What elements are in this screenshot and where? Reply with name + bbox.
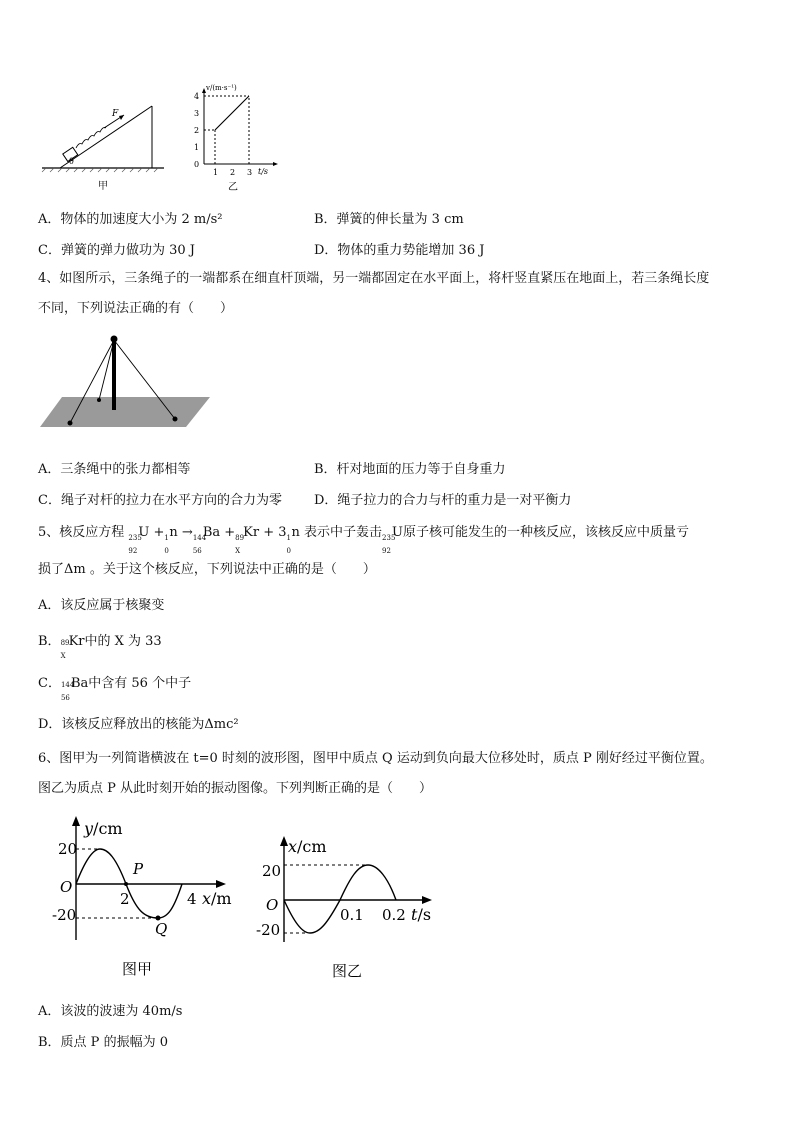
svg-text:y/cm: y/cm xyxy=(84,819,123,838)
q6-figure-yi xyxy=(256,832,446,984)
q5-stem-line2: 损了Δm 。关于这个核反应，下列说法中正确的是（ ） xyxy=(38,562,376,577)
xaxis-label: t/s xyxy=(258,167,269,176)
q5-stem-part2: 表示中子轰击 xyxy=(304,525,383,540)
svg-text:4: 4 xyxy=(187,890,197,908)
ytick-2: 2 xyxy=(194,126,200,135)
xtick-1: 1 xyxy=(213,168,219,177)
q6-fig-yi-label: 图乙 xyxy=(332,962,363,980)
svg-text:0.2: 0.2 xyxy=(382,906,406,924)
svg-text:-20: -20 xyxy=(52,906,77,924)
q6-option-b: B．质点 P 的振幅为 0 xyxy=(38,1035,168,1050)
q4-figure xyxy=(38,332,214,432)
svg-text:20: 20 xyxy=(262,862,282,880)
q5-stem-part3: 原子核可能发生的一种核反应，该核反应中质量亏 xyxy=(403,525,690,540)
q4-option-a: A．三条绳中的张力都相等 xyxy=(38,462,191,477)
q3-option-b: B．弹簧的伸长量为 3 cm xyxy=(314,212,464,227)
svg-text:0.1: 0.1 xyxy=(340,906,364,924)
svg-text:-20: -20 xyxy=(256,921,281,939)
svg-text:x/m: x/m xyxy=(202,889,232,908)
ytick-0: 0 xyxy=(194,160,200,169)
q4-option-d: D．绳子拉力的合力与杆的重力是一对平衡力 xyxy=(314,493,572,508)
q4-option-c: C．绳子对杆的拉力在水平方向的合力为零 xyxy=(38,493,282,508)
q6-fig-jia-label: 图甲 xyxy=(122,960,153,978)
q5-option-b-text: 中的 X 为 33 xyxy=(84,634,162,649)
svg-text:O: O xyxy=(266,896,279,914)
fig-jia-label: 甲 xyxy=(98,181,108,192)
svg-text:2: 2 xyxy=(120,890,130,908)
svg-text:t/s: t/s xyxy=(411,905,432,924)
angle-label: θ xyxy=(69,157,74,166)
svg-text:20: 20 xyxy=(58,840,78,858)
q5-option-d: D．该核反应释放出的核能为Δmc² xyxy=(38,717,239,732)
q4-stem-line1: 4、如图所示，三条绳子的一端都系在细直杆顶端，另一端都固定在水平面上，将杆竖直紧压在地面上，若三条绳长度 xyxy=(38,271,710,286)
ytick-4: 4 xyxy=(194,92,200,101)
q6-stem-line1: 6、图甲为一列简谐横波在 t=0 时刻的波形图，图甲中质点 Q 运动到负向最大位移处时，质点 P 刚好经过平衡位置。 xyxy=(38,751,713,766)
xtick-3: 3 xyxy=(247,168,253,177)
fig-yi-label: 乙 xyxy=(228,182,238,193)
q5-option-b: B． 89 X Kr中的 X 为 33 xyxy=(38,634,162,660)
svg-text:Q: Q xyxy=(155,920,168,938)
q5-stem-part1: 5、核反应方程 xyxy=(38,525,125,540)
q5-option-c: C． 144 56 Ba中含有 56 个中子 xyxy=(38,676,192,702)
ytick-3: 3 xyxy=(194,109,200,118)
svg-text:P: P xyxy=(133,860,144,878)
ytick-1: 1 xyxy=(194,143,200,152)
q5-option-c-letter: C． xyxy=(38,676,61,691)
yaxis-label: v/(m·s⁻¹) xyxy=(206,84,237,92)
force-label: F xyxy=(112,109,119,119)
xtick-2: 2 xyxy=(230,168,236,177)
q4-stem-line2: 不同，下列说法正确的有（ ） xyxy=(38,301,234,316)
q5-equation: 235 92 U + 1 0 n → 144 56 Ba + 89 X Kr + 3 1 0 n xyxy=(128,525,305,555)
q5-option-a: A．该反应属于核聚变 xyxy=(38,598,165,613)
q3-option-a: A．物体的加速度大小为 2 m/s² xyxy=(38,212,223,227)
svg-text:x/cm: x/cm xyxy=(288,837,327,856)
q6-figure-jia xyxy=(50,812,250,984)
q3-option-c: C．弹簧的弹力做功为 30 J xyxy=(38,243,195,258)
q3-figure-jia xyxy=(40,98,170,193)
q5-stem-line1: 5、核反应方程 235 92 U + 1 0 n → 144 56 Ba + 89 X Kr + 3 1 0 n 表示中子轰击 235 92 U原子核可能发生的一种核反应，该核反应中质量亏 xyxy=(38,525,690,555)
q3-option-d: D．物体的重力势能增加 36 J xyxy=(314,243,485,258)
q4-option-b: B．杆对地面的压力等于自身重力 xyxy=(314,462,506,477)
q6-stem-line2: 图乙为质点 P 从此时刻开始的振动图像。下列判断正确的是（ ） xyxy=(38,781,433,796)
q6-option-a: A．该波的波速为 40m/s xyxy=(38,1004,183,1019)
q5-option-b-letter: B． xyxy=(38,634,61,649)
svg-text:O: O xyxy=(60,878,73,896)
q5-option-c-text: 中含有 56 个中子 xyxy=(88,676,192,691)
q3-figure-yi xyxy=(190,82,280,194)
